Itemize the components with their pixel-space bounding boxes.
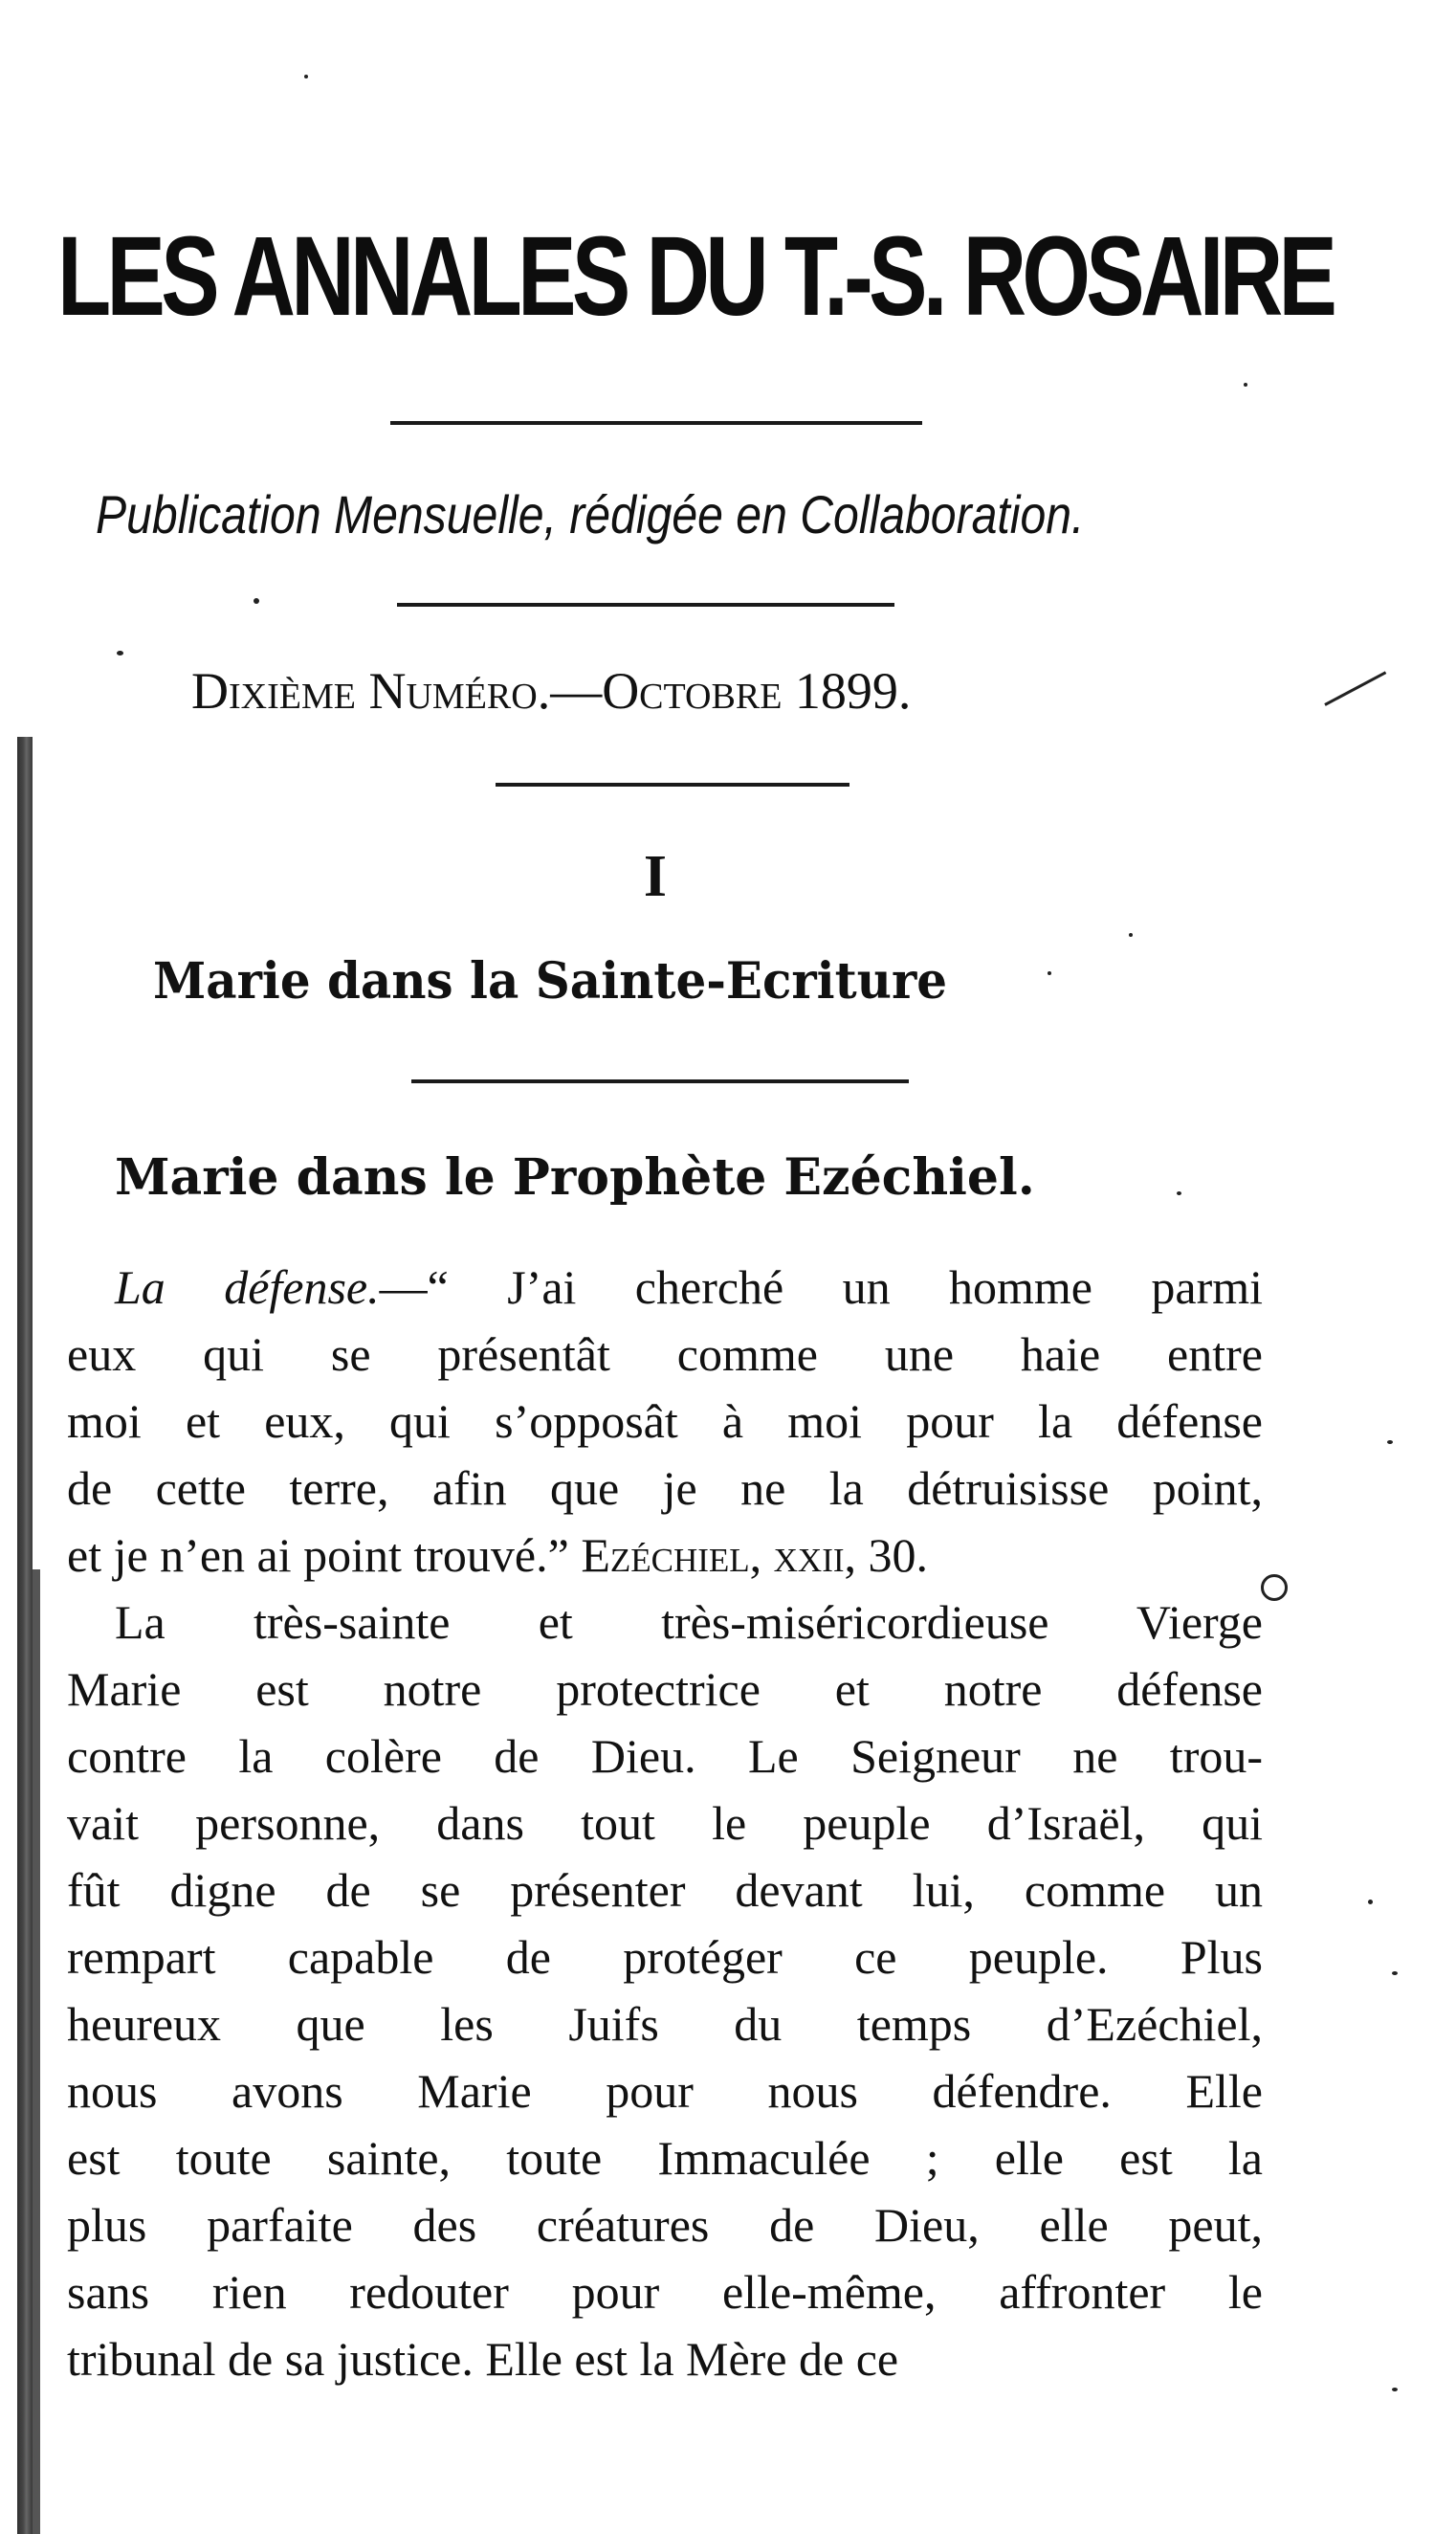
body-line-text: et je n’en ai point trouvé.” xyxy=(67,1528,582,1582)
rule-under-section-title xyxy=(411,1079,909,1083)
masthead-title: LES ANNALES DU T.-S. ROSAIRE xyxy=(57,213,1334,340)
scan-speck xyxy=(1387,1440,1393,1444)
body-line-text: est toute sainte, toute Immaculée ; elle est la xyxy=(67,2131,1263,2185)
rule-under-subtitle xyxy=(397,603,894,607)
scan-speck xyxy=(1048,971,1051,975)
body-line-text: eux qui se présentât comme une haie entre xyxy=(67,1327,1263,1381)
body-line xyxy=(67,1589,1263,1656)
issue-line: Dixième Numéro.—Octobre 1899. xyxy=(191,662,912,720)
body-line-text: Marie est notre protectrice et notre défense xyxy=(67,1662,1263,1716)
scan-speck xyxy=(1129,933,1133,937)
body-line xyxy=(67,1321,1263,1388)
scan-speck xyxy=(1392,2388,1398,2391)
body-line-text: moi et eux, qui s’opposât à moi pour la défense xyxy=(67,1394,1263,1448)
body-line xyxy=(67,2258,1263,2325)
body-line-text: contre la colère de Dieu. Le Seigneur ne trou- xyxy=(67,1729,1263,1783)
scan-speck xyxy=(1392,1971,1398,1975)
body-line-text: La très-sainte et très-miséricordieuse Vierge xyxy=(115,1595,1263,1649)
body-line xyxy=(67,2191,1263,2258)
rule-under-masthead xyxy=(390,421,922,425)
body-line-text: plus parfaite des créatures de Dieu, elle peut, xyxy=(67,2198,1263,2252)
margin-pencil-mark xyxy=(1324,671,1386,705)
section-number: I xyxy=(643,844,668,909)
margin-circle-mark xyxy=(1261,1574,1288,1601)
body-line xyxy=(67,1923,1263,1990)
article-body xyxy=(67,1254,1263,2392)
scan-speck xyxy=(1244,383,1247,387)
body-line xyxy=(67,2057,1263,2124)
body-line-text: rempart capable de protéger ce peuple. Plus xyxy=(67,1930,1263,1984)
body-line xyxy=(67,1789,1263,1856)
body-line-text: fût digne de se présenter devant lui, comme un xyxy=(67,1863,1263,1917)
body-line xyxy=(67,2325,1263,2392)
binding-shadow xyxy=(17,737,33,2534)
rule-under-issue xyxy=(496,783,849,787)
scan-speck xyxy=(304,75,308,78)
article-title: Marie dans le Prophète Ezéchiel. xyxy=(115,1148,1035,1207)
section-title: Marie dans la Sainte-Ecriture xyxy=(153,952,948,1011)
scan-speck xyxy=(254,598,259,604)
body-line xyxy=(67,1522,1263,1589)
body-line xyxy=(67,1254,1263,1321)
body-line xyxy=(67,1990,1263,2057)
body-line-text: sans rien redouter pour elle-même, affronter le xyxy=(67,2265,1263,2319)
scan-speck xyxy=(117,651,123,656)
scan-speck xyxy=(1368,1900,1373,1904)
body-line-text: —“ J’ai cherché un homme parmi xyxy=(379,1260,1264,1314)
body-line xyxy=(67,1455,1263,1522)
body-line-text: tribunal de sa justice. Elle est la Mère de ce xyxy=(67,2332,899,2386)
body-line xyxy=(67,1656,1263,1723)
body-line xyxy=(67,1856,1263,1923)
body-line-citation: Ezéchiel, xxii, 30. xyxy=(581,1528,929,1582)
publication-subtitle: Publication Mensuelle, rédigée en Collaboration. xyxy=(96,484,1085,545)
body-line xyxy=(67,2124,1263,2191)
body-line-italic-lead: La défense. xyxy=(115,1260,380,1314)
body-line-text: nous avons Marie pour nous défendre. Elle xyxy=(67,2064,1263,2118)
body-line-text: heureux que les Juifs du temps d’Ezéchiel, xyxy=(67,1997,1263,2051)
body-line xyxy=(67,1388,1263,1455)
scan-speck xyxy=(1177,1191,1181,1195)
body-line-text: de cette terre, afin que je ne la détruisisse point, xyxy=(67,1461,1263,1515)
body-line xyxy=(67,1723,1263,1789)
body-line-text: vait personne, dans tout le peuple d’Israël, qui xyxy=(67,1796,1263,1850)
binding-edge-shadow xyxy=(33,1569,40,2534)
